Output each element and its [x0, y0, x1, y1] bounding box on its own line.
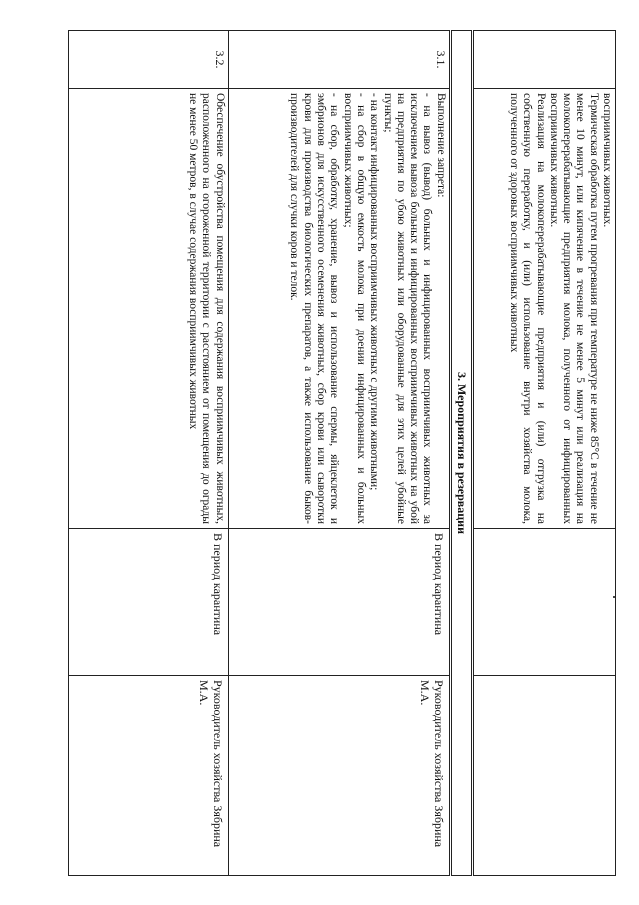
measure-text [68, 89, 228, 529]
period-cell: В период карантина [228, 529, 450, 676]
continuation-cell [473, 89, 616, 529]
section-row [450, 31, 472, 876]
text-line: восприимчивых животных. [601, 93, 613, 228]
responsible-cell: Руководитель хозяйства Зябрина М.А. [68, 676, 228, 876]
text-line: - на сбор, обработку, хранение, вывоз и использование спермы, яйцеклеток и эмбрионов для искусственного осеменения животных, сбор крови или сыворотки крови для производства биологических препаратов, а также использование быков-производителей для случки коров и телок. [288, 93, 341, 524]
document-page [42, 30, 616, 875]
table-row [68, 31, 228, 876]
table-row-continuation [473, 31, 616, 876]
row-number-empty [473, 31, 616, 89]
responsible-cell: Руководитель хозяйства Зябрина М.А. [228, 676, 450, 876]
row-number: 3.1. [228, 31, 450, 89]
text-line: - на сбор в общую емкость молока при доении инфицированных и больных восприимчивых животных; [341, 93, 367, 524]
row-number: 3.2. [68, 31, 228, 89]
text-line: Обеспечение обустройства помещения для содержания восприимчивых животных, расположенного на огороженной территории с расстоянием от помещения до ограды не менее 50 метров, в случае содержания восприимчивых животных [187, 93, 226, 524]
period-cell-empty [473, 529, 616, 676]
text-line: Выполнение запрета: [434, 93, 447, 198]
text-line: - на вывоз (вывод) больных и инфицированных восприимчивых животных за исключением вывоза больных и инфицированных восприимчивых животных на убой на предприятия по убою животных или оборудованные для этих целей убойные пункты; [381, 93, 434, 524]
text-line: - на контакт инфицированных восприимчивых животных с другими животными; [368, 93, 381, 491]
responsible-cell-empty [473, 676, 616, 876]
text-line: Реализация на молокоперерабатывающие предприятия и (или) отгрузка на собственную переработку, и (или) использование внутри хозяйства молока, полученного от здоровых восприимчивых животных [507, 93, 547, 524]
period-cell: В период карантина [68, 529, 228, 676]
measure-text [228, 89, 450, 529]
table-row [228, 31, 450, 876]
measures-table [68, 30, 616, 876]
section-title: 3. Мероприятия в резервации [450, 31, 472, 876]
text-line: Термическая обработка путем прогревания при температуре не ниже 85°С в течение не менее 10 минут, или кипячение в течение не менее 5 минут или реализация на молокоперерабатывающие предприятия молока, полученного от инфицированных восприимчивых животных. [547, 93, 600, 524]
